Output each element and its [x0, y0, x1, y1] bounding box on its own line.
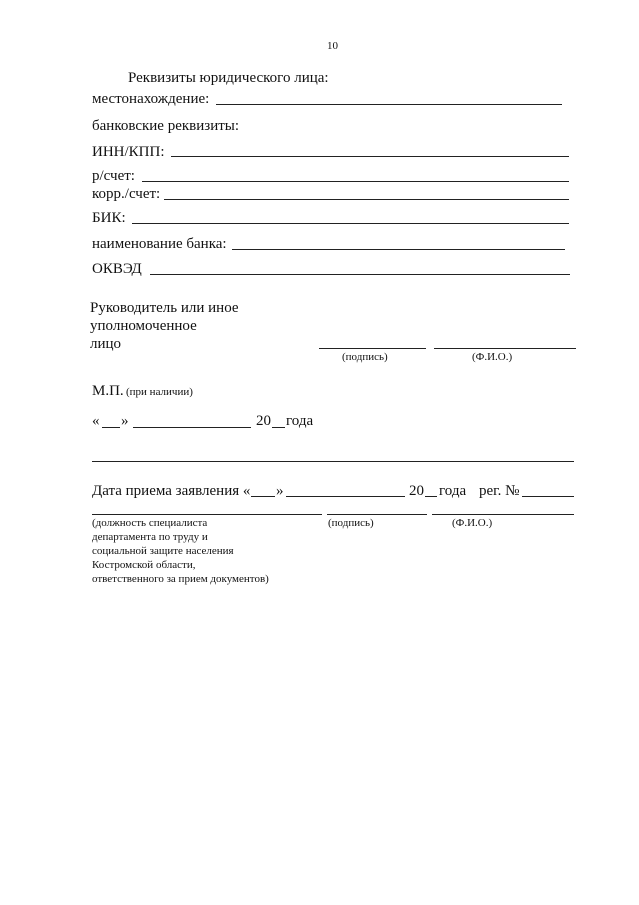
- head-title-line1: Руководитель или иное: [90, 300, 239, 316]
- receipt-day-field[interactable]: [251, 496, 275, 497]
- receipt-label: Дата приема заявления «: [92, 483, 251, 499]
- date-month-field[interactable]: [133, 427, 251, 428]
- bik-label: БИК:: [92, 210, 126, 226]
- inn-kpp-label: ИНН/КПП:: [92, 144, 165, 160]
- bank-name-label: наименование банка:: [92, 236, 227, 252]
- date-year-prefix: 20: [256, 413, 271, 429]
- requisites-heading: Реквизиты юридического лица:: [128, 70, 329, 86]
- head-signature-field[interactable]: [319, 348, 426, 349]
- date-year-field[interactable]: [272, 427, 285, 428]
- receipt-year-suffix: года: [439, 483, 467, 499]
- receipt-reg-number-field[interactable]: [522, 496, 574, 497]
- specialist-signature-field[interactable]: [327, 514, 427, 515]
- seal-label: М.П.: [92, 383, 124, 399]
- account-label: р/счет:: [92, 168, 135, 184]
- specialist-name-caption: (Ф.И.О.): [452, 517, 493, 529]
- head-title-line3: лицо: [90, 336, 122, 352]
- specialist-caption-line1: (должность специалиста: [92, 517, 208, 529]
- location-field[interactable]: [216, 104, 562, 105]
- okved-field[interactable]: [150, 274, 570, 275]
- bik-field[interactable]: [132, 223, 569, 224]
- bank-name-field[interactable]: [232, 249, 565, 250]
- date-close-quote: »: [121, 413, 129, 429]
- specialist-name-field[interactable]: [432, 514, 574, 515]
- head-signature-caption: (подпись): [342, 351, 388, 363]
- seal-note: (при наличии): [126, 386, 193, 398]
- specialist-caption-line5: ответственного за прием документов): [92, 573, 269, 585]
- specialist-position-field[interactable]: [92, 514, 322, 515]
- specialist-caption-line2: департамента по труду и: [92, 531, 208, 543]
- receipt-year-prefix: 20: [409, 483, 424, 499]
- head-name-caption: (Ф.И.О.): [472, 351, 513, 363]
- date-open-quote: «: [92, 413, 100, 429]
- receipt-month-field[interactable]: [286, 496, 405, 497]
- receipt-year-field[interactable]: [425, 496, 437, 497]
- date-day-field[interactable]: [102, 427, 120, 428]
- receipt-reg-label: рег. №: [479, 483, 520, 499]
- specialist-caption-line3: социальной защите населения: [92, 545, 234, 557]
- okved-label: ОКВЭД: [92, 261, 142, 277]
- date-year-suffix: года: [286, 413, 314, 429]
- corr-account-label: корр./счет:: [92, 186, 161, 202]
- head-title-line2: уполномоченное: [90, 318, 197, 334]
- page-number: 10: [327, 40, 338, 52]
- account-field[interactable]: [142, 181, 569, 182]
- separator-line: [92, 461, 574, 462]
- bank-details-label: банковские реквизиты:: [92, 118, 240, 134]
- specialist-caption-line4: Костромской области,: [92, 559, 196, 571]
- inn-kpp-field[interactable]: [171, 156, 569, 157]
- location-label: местонахождение:: [92, 91, 210, 107]
- specialist-signature-caption: (подпись): [328, 517, 374, 529]
- corr-account-field[interactable]: [164, 199, 569, 200]
- head-name-field[interactable]: [434, 348, 576, 349]
- receipt-close-quote: »: [276, 483, 284, 499]
